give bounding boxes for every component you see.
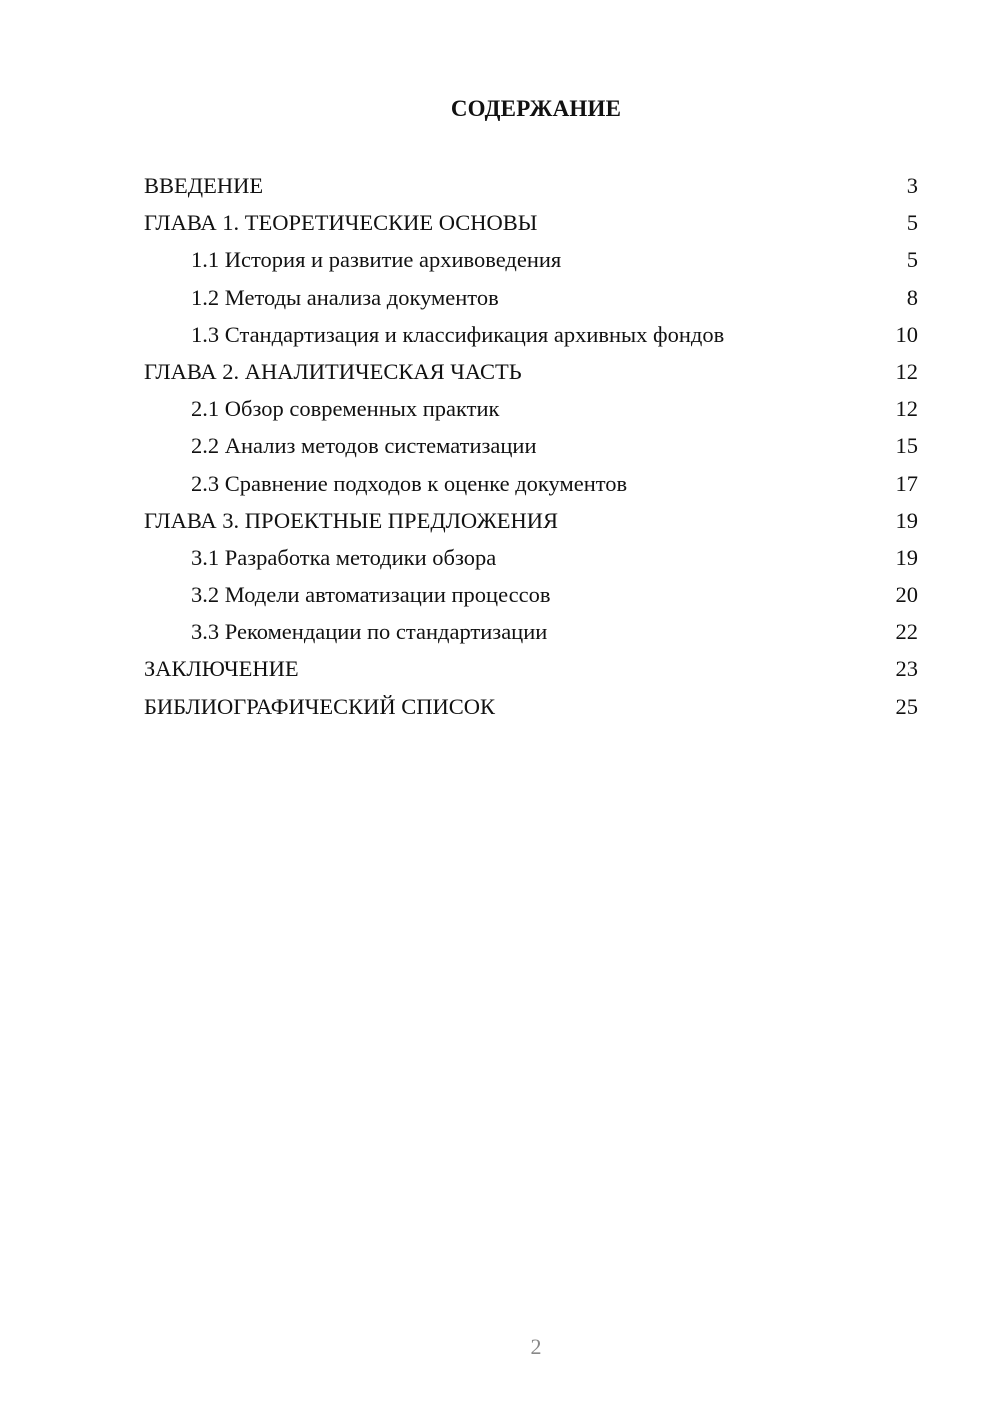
toc-entry-page-number: 17	[895, 470, 918, 496]
toc-entry-section-1-3[interactable]	[144, 316, 918, 353]
toc-entry-label: ЗАКЛЮЧЕНИЕ	[144, 656, 299, 682]
toc-entry-section-3-2[interactable]	[144, 576, 918, 613]
table-of-contents	[144, 167, 918, 725]
toc-entry-label: 3.1 Разработка методики обзора	[191, 544, 497, 570]
toc-entry-label: ГЛАВА 1. ТЕОРЕТИЧЕСКИЕ ОСНОВЫ	[144, 210, 538, 236]
toc-entry-label: 1.2 Методы анализа документов	[191, 284, 499, 310]
toc-entry-label: ГЛАВА 2. АНАЛИТИЧЕСКАЯ ЧАСТЬ	[144, 358, 522, 384]
page-number: 2	[530, 1334, 542, 1359]
toc-entry-page-number: 25	[895, 693, 918, 719]
toc-entry-page-number: 8	[906, 284, 918, 310]
toc-entry-label: ГЛАВА 3. ПРОЕКТНЫЕ ПРЕДЛОЖЕНИЯ	[144, 507, 559, 533]
page-title: СОДЕРЖАНИЕ	[450, 96, 622, 121]
toc-entry-page-number: 15	[895, 433, 918, 459]
toc-entry-label: 2.2 Анализ методов систематизации	[191, 433, 537, 459]
toc-entry-label: 2.3 Сравнение подходов к оценке документов	[191, 470, 628, 496]
toc-entry-bibliography[interactable]	[144, 688, 918, 725]
toc-entry-label: 1.1 История и развитие архивоведения	[191, 247, 562, 273]
toc-entry-conclusion[interactable]	[144, 650, 918, 687]
toc-entry-page-number: 12	[895, 396, 918, 422]
toc-entry-label: 3.2 Модели автоматизации процессов	[191, 582, 551, 608]
toc-entry-page-number: 10	[895, 321, 918, 347]
toc-entry-label: 2.1 Обзор современных практик	[191, 396, 500, 422]
toc-entry-chapter-3[interactable]	[144, 502, 918, 539]
toc-entry-label: 3.3 Рекомендации по стандартизации	[191, 619, 548, 645]
toc-entry-section-1-2[interactable]	[144, 279, 918, 316]
toc-entry-section-2-2[interactable]	[144, 427, 918, 464]
toc-entry-page-number: 19	[895, 507, 918, 533]
toc-entry-page-number: 3	[906, 173, 918, 198]
toc-entry-section-2-3[interactable]	[144, 465, 918, 502]
toc-entry-introduction[interactable]	[144, 167, 918, 204]
toc-entry-page-number: 5	[906, 210, 918, 236]
toc-entry-page-number: 5	[906, 247, 918, 273]
toc-entry-page-number: 22	[895, 619, 918, 645]
toc-entry-page-number: 23	[895, 656, 918, 682]
toc-entry-label: 1.3 Стандартизация и классификация архивных фондов	[191, 321, 725, 347]
toc-entry-label: БИБЛИОГРАФИЧЕСКИЙ СПИСОК	[144, 693, 496, 719]
toc-entry-page-number: 12	[895, 358, 918, 384]
toc-entry-section-1-1[interactable]	[144, 241, 918, 278]
toc-entry-section-3-3[interactable]	[144, 613, 918, 650]
toc-entry-page-number: 19	[895, 544, 918, 570]
toc-entry-chapter-2[interactable]	[144, 353, 918, 390]
toc-entry-chapter-1[interactable]	[144, 204, 918, 241]
toc-entry-section-3-1[interactable]	[144, 539, 918, 576]
toc-entry-page-number: 20	[895, 582, 918, 608]
toc-entry-section-2-1[interactable]	[144, 390, 918, 427]
toc-entry-label: ВВЕДЕНИЕ	[144, 173, 264, 198]
